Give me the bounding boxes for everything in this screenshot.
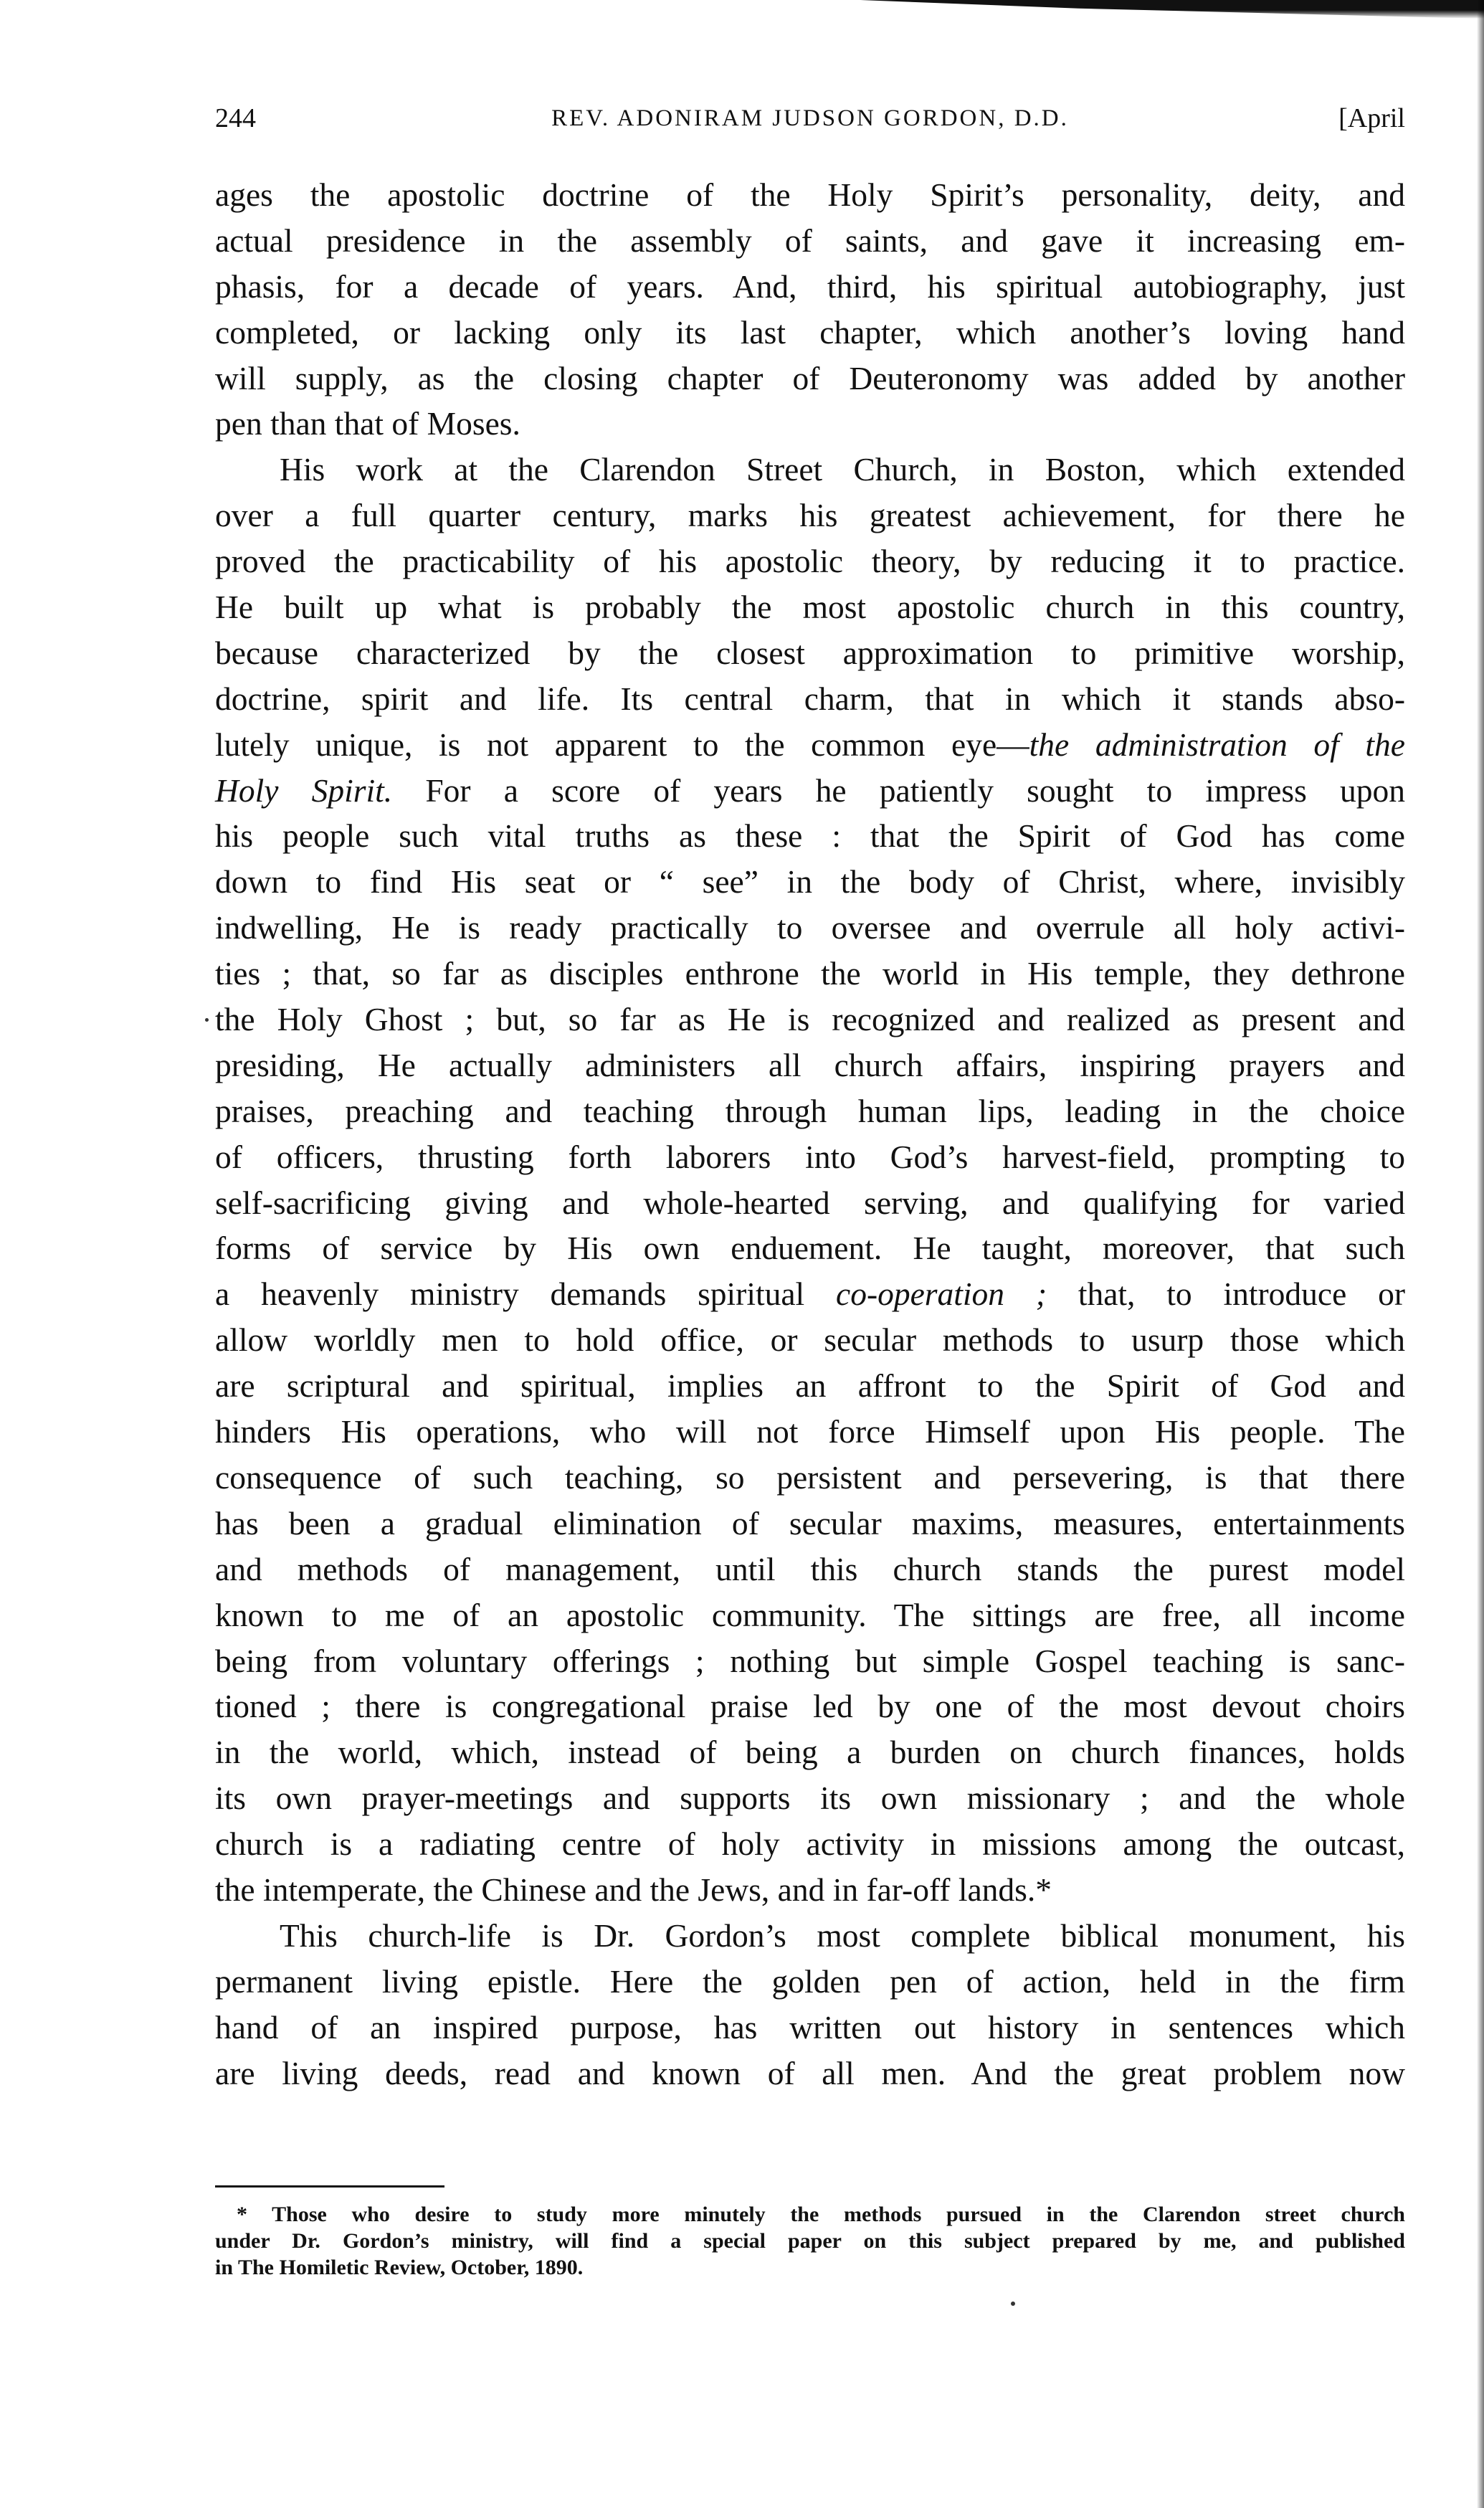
text-line xyxy=(215,630,1405,676)
text-line xyxy=(215,1455,1405,1501)
line-text: He built up what is probably the most apostolic church in this country, xyxy=(215,589,1405,626)
line-text: tioned ; there is congregational praise led by one of the most devout choirs xyxy=(215,1688,1405,1725)
line-text: lutely unique, is not apparent to the common eye— xyxy=(215,726,1029,763)
text-line xyxy=(215,1363,1405,1409)
italic-text: the administration of the xyxy=(1029,726,1405,763)
text-line xyxy=(215,1729,1405,1775)
text-line xyxy=(215,172,1405,218)
text-line xyxy=(215,1317,1405,1363)
line-text: the intemperate, the Chinese and the Jews, and in far-off lands.* xyxy=(215,1871,1052,1908)
line-text: and methods of management, until this church stands the purest model xyxy=(215,1550,1405,1587)
text-line xyxy=(215,218,1405,264)
text-line xyxy=(215,1042,1405,1088)
footnote xyxy=(215,2201,1405,2281)
italic-text: co-operation ; xyxy=(836,1276,1047,1313)
text-line xyxy=(215,538,1405,584)
line-text: phasis, for a decade of years. And, third, his spiritual autobiography, just xyxy=(215,267,1405,305)
text-line xyxy=(215,1592,1405,1638)
text-line xyxy=(215,1501,1405,1547)
italic-text: Holy Spirit. xyxy=(215,771,393,809)
line-text: consequence of such teaching, so persistent and persevering, is that there xyxy=(215,1458,1405,1496)
line-text: being from voluntary offerings ; nothing but simple Gospel teaching is sanc- xyxy=(215,1642,1405,1679)
line-text: over a full quarter century, marks his greatest achievement, for there he xyxy=(215,497,1405,534)
line-text: ages the apostolic doctrine of the Holy Spirit’s personality, deity, and xyxy=(215,176,1405,213)
line-text: allow worldly men to hold office, or secular methods to usurp those which xyxy=(215,1321,1405,1359)
text-line xyxy=(215,997,1405,1042)
text-line xyxy=(215,813,1405,859)
text-line xyxy=(215,1683,1405,1729)
line-text: For a score of years he patiently sought to impress upon xyxy=(392,771,1405,809)
running-title: REV. ADONIRAM JUDSON GORDON, D.D. xyxy=(551,105,1069,131)
line-text: presiding, He actually administers all church affairs, inspiring prayers and xyxy=(215,1046,1405,1083)
line-text: completed, or lacking only its last chapter, which another’s loving hand xyxy=(215,313,1405,351)
footnote-rule xyxy=(215,2185,444,2188)
line-text: will supply, as the closing chapter of Deuteronomy was added by another xyxy=(215,359,1405,396)
line-text: This church-life is Dr. Gordon’s most complete biblical monument, his xyxy=(280,1916,1405,1954)
line-text: a heavenly ministry demands spiritual xyxy=(215,1276,837,1313)
line-text: pen than that of Moses. xyxy=(215,405,520,442)
text-line xyxy=(215,493,1405,538)
line-text: praises, preaching and teaching through human lips, leading in the choice xyxy=(215,1092,1405,1129)
text-line xyxy=(215,1775,1405,1821)
line-text: are scriptural and spiritual, implies an affront to the Spirit of God and xyxy=(215,1367,1405,1405)
line-text: his people such vital truths as these : that the Spirit of God has come xyxy=(215,817,1405,855)
scan-edge-mark xyxy=(860,0,1484,19)
text-line xyxy=(215,356,1405,402)
line-text: self-sacrificing giving and whole-hearted serving, and qualifying for varied xyxy=(215,1184,1405,1221)
line-text: are living deeds, read and known of all men. And the great problem now xyxy=(215,2054,1405,2091)
line-text: ties ; that, so far as disciples enthrone the world in His temple, they dethrone xyxy=(215,955,1405,992)
text-line xyxy=(215,1271,1405,1317)
line-text: that, to introduce or xyxy=(1047,1276,1405,1313)
line-text: down to find His seat or “ see” in the body of Christ, where, invisibly xyxy=(215,863,1405,901)
page-number: 244 xyxy=(215,103,256,133)
line-text: because characterized by the closest approximation to primitive worship, xyxy=(215,634,1405,671)
text-line xyxy=(215,2005,1405,2051)
line-text: doctrine, spirit and life. Its central charm, that in which it stands abso- xyxy=(215,680,1405,717)
text-line xyxy=(215,1225,1405,1271)
text-line xyxy=(215,1913,1405,1959)
text-line xyxy=(215,951,1405,997)
text-line xyxy=(215,401,1405,447)
page-edge-shadow xyxy=(1477,0,1484,2508)
text-line xyxy=(215,1409,1405,1455)
page-speck xyxy=(1011,2302,1015,2306)
line-text: its own prayer-meetings and supports its own missionary ; and the whole xyxy=(215,1780,1405,1817)
text-line xyxy=(215,1547,1405,1592)
line-text: the Holy Ghost ; but, so far as He is recognized and realized as present and xyxy=(215,1001,1405,1038)
text-line xyxy=(215,1867,1405,1913)
line-text: forms of service by His own enduement. He taught, moreover, that such xyxy=(215,1230,1405,1267)
text-line xyxy=(215,1959,1405,2005)
text-line xyxy=(215,1180,1405,1226)
footnote-line: * Those who desire to study more minutely the methods pursued in the Clarendon street church xyxy=(237,2203,1405,2226)
text-line xyxy=(215,1088,1405,1134)
line-text: of officers, thrusting forth laborers into God’s harvest-field, prompting to xyxy=(215,1138,1405,1175)
text-line xyxy=(215,859,1405,905)
text-line xyxy=(215,768,1405,814)
margin-mark xyxy=(205,1018,209,1022)
text-line xyxy=(215,676,1405,722)
text-line xyxy=(215,264,1405,310)
line-text: His work at the Clarendon Street Church, in Boston, which extended xyxy=(280,451,1405,488)
line-text: permanent living epistle. Here the golden pen of action, held in the firm xyxy=(215,1962,1405,2000)
line-text: hinders His operations, who will not force Himself upon His people. The xyxy=(215,1413,1405,1450)
line-text: church is a radiating centre of holy activity in missions among the outcast, xyxy=(215,1825,1405,1863)
line-text: hand of an inspired purpose, has written out history in sentences which xyxy=(215,2008,1405,2046)
line-text: has been a gradual elimination of secular maxims, measures, entertainments xyxy=(215,1504,1405,1542)
body-text xyxy=(215,172,1405,2096)
text-line xyxy=(215,722,1405,768)
line-text: known to me of an apostolic community. The sittings are free, all income xyxy=(215,1596,1405,1633)
text-line xyxy=(215,2051,1405,2096)
text-line xyxy=(215,447,1405,493)
footnote-line: under Dr. Gordon’s ministry, will find a special paper on this subject prepared by me, and published xyxy=(215,2229,1405,2253)
text-line xyxy=(215,1134,1405,1180)
line-text: actual presidence in the assembly of saints, and gave it increasing em- xyxy=(215,222,1405,259)
text-line xyxy=(215,1821,1405,1867)
line-text: indwelling, He is ready practically to oversee and overrule all holy activi- xyxy=(215,909,1405,946)
text-line xyxy=(215,310,1405,356)
text-line xyxy=(215,584,1405,630)
text-line xyxy=(215,905,1405,951)
line-text: in the world, which, instead of being a burden on church finances, holds xyxy=(215,1734,1405,1771)
running-header xyxy=(215,103,1405,146)
text-line xyxy=(215,1638,1405,1684)
line-text: proved the practicability of his apostolic theory, by reducing it to practice. xyxy=(215,543,1405,580)
footnote-line: in The Homiletic Review, October, 1890. xyxy=(215,2256,584,2279)
header-month: [April xyxy=(1338,103,1405,133)
